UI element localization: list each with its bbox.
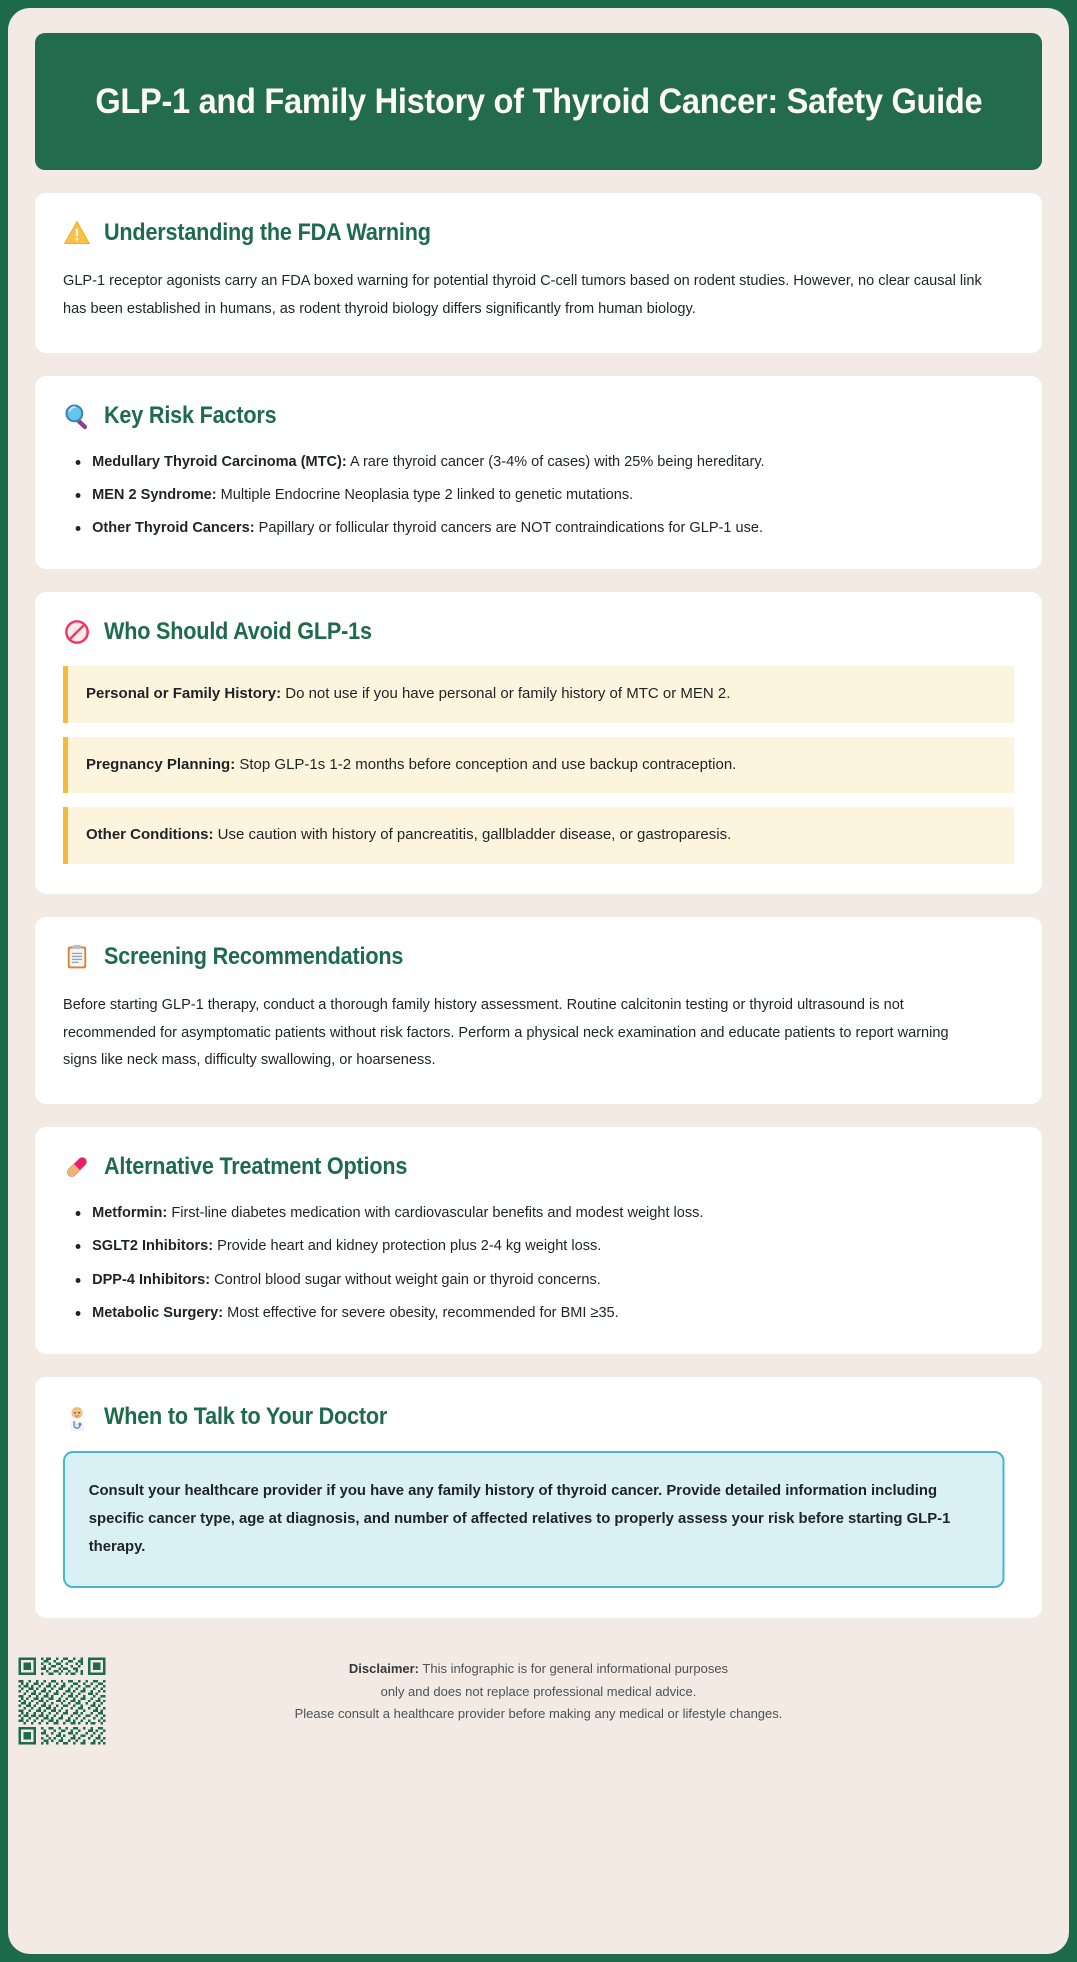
list-item-text: A rare thyroid cancer (3-4% of cases) with 25% being hereditary. [346,452,765,470]
section-header [63,1153,1014,1181]
list-item-text: Control blood sugar without weight gain or thyroid concerns. [210,1270,601,1288]
section-heading: Key Risk Factors [104,401,277,429]
list-item-text: Most effective for severe obesity, recommended for BMI ≥35. [223,1303,619,1321]
section-card-screening-recommendations [35,917,1042,1104]
callout-text: Use caution with history of pancreatitis, gallbladder disease, or gastroparesis. [213,826,732,844]
list-item [63,1301,985,1324]
list-item-label: Metabolic Surgery: [92,1303,224,1321]
warning-callout [63,666,1014,723]
list-item [63,516,985,539]
warning-callout [63,737,1014,794]
disclaimer-line-2: only and does not replace professional medical advice. [380,1683,697,1699]
list-item-label: Metformin: [92,1204,168,1221]
warning-triangle-icon [63,219,91,247]
list-item [63,1234,985,1257]
section-header [63,943,1014,971]
list-item-text: Papillary or follicular thyroid cancers are NOT contraindications for GLP-1 use. [254,519,764,536]
alternative-treatment-list [63,1201,1014,1324]
avoid-callout-list [63,666,1014,864]
prohibited-icon [63,618,91,646]
title-banner [35,33,1042,170]
section-paragraph: GLP-1 receptor agonists carry an FDA boxed warning for potential thyroid C-cell tumors based on rodent studies. However, no clear causal link has been established in humans, as rodent thyroid biology differs significantly from human biology. [63,272,982,317]
list-item [63,1268,985,1291]
risk-factor-list [63,450,1014,540]
list-item [63,483,985,506]
section-header [63,402,1014,430]
section-heading: When to Talk to Your Doctor [104,1403,388,1430]
section-heading: Who Should Avoid GLP-1s [104,618,372,646]
section-heading: Alternative Treatment Options [104,1153,408,1180]
list-item [63,450,985,473]
list-item [63,1201,985,1224]
list-item-label: MEN 2 Syndrome: [92,485,217,503]
section-header [63,618,1014,646]
section-card-key-risk-factors [35,376,1042,570]
section-header [63,1403,1014,1431]
callout-label: Personal or Family History: [86,685,282,703]
section-card-understanding-the-fda-warning [35,193,1042,353]
footer [35,1641,1042,1954]
section-paragraph: Before starting GLP-1 therapy, conduct a thorough family history assessment. Routine calcitonin testing or thyroid ultrasound is not recommended for asymptomatic patients without risk factors. Perform a physical neck examination and educate patients to report warning signs like neck mass, difficulty swallowing, or hoarseness. [63,995,949,1069]
section-card-who-should-avoid-glp-1s [35,592,1042,894]
clipboard-icon [63,943,91,971]
doctor-advice-callout: Consult your healthcare provider if you have any family history of thyroid cancer. Provide detailed information including specific cancer type, age at diagnosis, and number of affected relatives to properly assess your risk before starting GLP-1 therapy. [63,1451,1004,1588]
disclaimer-text [295,1658,783,1725]
section-heading: Screening Recommendations [104,942,404,970]
section-card-alternative-treatment-options [35,1127,1042,1354]
list-item-text: Multiple Endocrine Neoplasia type 2 linked to genetic mutations. [216,485,634,503]
poster-inner-surface [8,8,1069,1954]
warning-callout [63,807,1014,864]
disclaimer-line-3: Please consult a healthcare provider before making any medical or lifestyle changes. [294,1705,783,1721]
callout-label: Other Conditions: [86,826,214,844]
disclaimer-label: Disclaimer: [348,1661,420,1677]
page-title: GLP-1 and Family History of Thyroid Cancer: Safety Guide [95,81,982,121]
qr-code-icon[interactable] [16,1655,108,1747]
disclaimer-line-1: This infographic is for general informational purposes [419,1661,729,1677]
section-heading: Understanding the FDA Warning [104,219,431,246]
list-item-label: SGLT2 Inhibitors: [92,1237,214,1255]
list-item-label: DPP-4 Inhibitors: [92,1270,211,1288]
callout-text: Do not use if you have personal or family history of MTC or MEN 2. [281,685,731,703]
list-item-text: Provide heart and kidney protection plus 2-4 kg weight loss. [213,1237,602,1255]
pill-icon [63,1153,91,1181]
list-item-label: Other Thyroid Cancers: [92,519,255,536]
callout-text: Stop GLP-1s 1-2 months before conception and use backup contraception. [235,755,737,773]
list-item-text: First-line diabetes medication with cardiovascular benefits and modest weight loss. [167,1204,704,1221]
list-item-label: Medullary Thyroid Carcinoma (MTC): [92,452,347,470]
magnifying-glass-icon [63,402,91,430]
section-header [63,219,1014,247]
section-card-when-to-talk-to-your-doctor [35,1377,1042,1618]
callout-label: Pregnancy Planning: [86,755,236,773]
doctor-icon [63,1403,91,1431]
